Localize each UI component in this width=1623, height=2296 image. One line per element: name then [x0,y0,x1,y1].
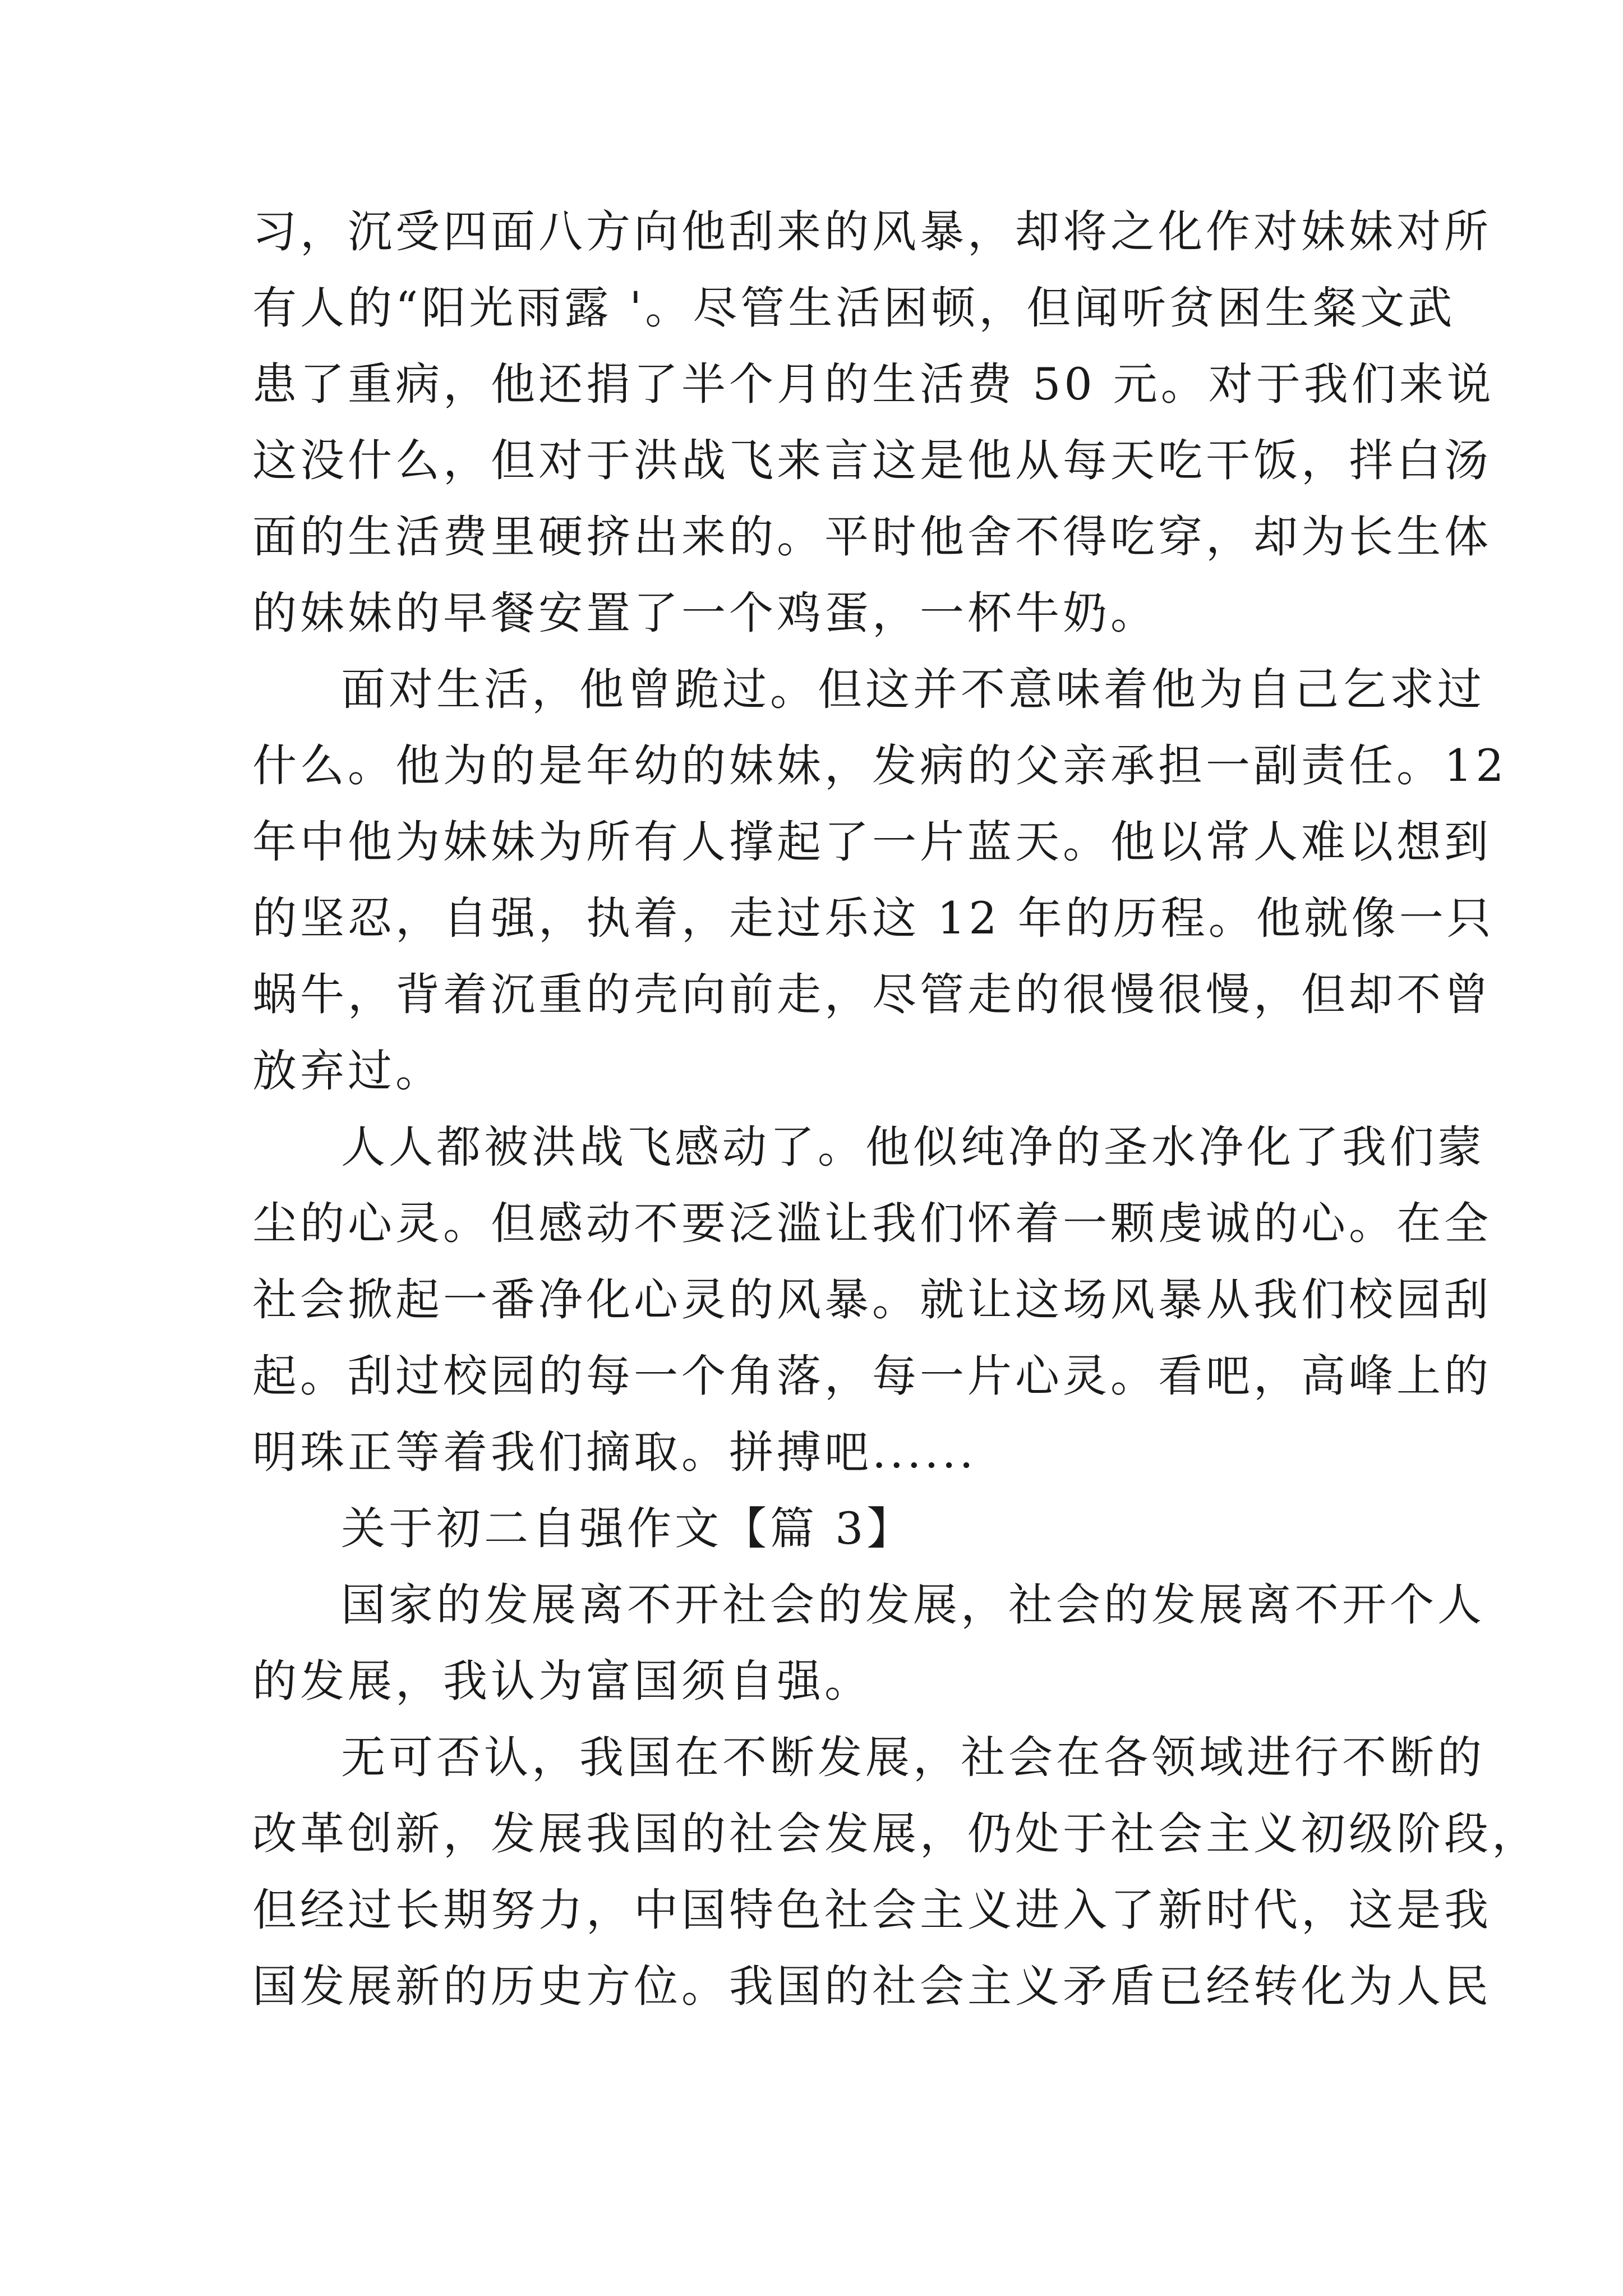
text-line: 有人的“阳光雨露 '。尽管生活困顿，但闻听贫困生粲文武 [252,282,1456,334]
text-line: 的坚忍，自强，执着，走过乐这 12 年的历程。他就像一只 [252,892,1495,944]
text-line: 这没什么，但对于洪战飞来言这是他从每天吃干饭，拌白汤 [252,435,1492,486]
text-line: 国发展新的历史方位。我国的社会主义矛盾已经转化为人民 [252,1961,1492,2012]
text-line: 面对生活，他曾跪过。但这并不意味着他为自己乞求过 [341,664,1485,715]
text-line: 无可否认，我国在不断发展，社会在各领域进行不断的 [341,1732,1485,1783]
text-line: 放弃过。 [252,1045,443,1097]
text-line: 社会掀起一番净化心灵的风暴。就让这场风暴从我们校园刮 [252,1274,1492,1326]
text-line: 明珠正等着我们摘取。拼搏吧...... [252,1427,977,1478]
text-line: 尘的心灵。但感动不要泛滥让我们怀着一颗虔诚的心。在全 [252,1198,1492,1249]
text-line: 人人都被洪战飞感动了。他似纯净的圣水净化了我们蒙 [341,1121,1485,1173]
text-line: 的妹妹的早餐安置了一个鸡蛋，一杯牛奶。 [252,587,1158,639]
text-line: 面的生活费里硬挤出来的。平时他舍不得吃穿，却为长生体 [252,511,1492,563]
text-line: 蜗牛，背着沉重的壳向前走，尽管走的很慢很慢，但却不曾 [252,969,1492,1020]
text-line: 但经过长期努力，中国特色社会主义进入了新时代，这是我 [252,1884,1492,1936]
text-line: 年中他为妹妹为所有人撑起了一片蓝天。他以常人难以想到 [252,816,1492,868]
section-heading: 关于初二自强作文【篇 3】 [341,1503,915,1554]
text-line: 改革创新，发展我国的社会发展，仍处于社会主义初级阶段， [252,1808,1539,1860]
text-line: 习，沉受四面八方向他刮来的风暴，却将之化作对妹妹对所 [252,206,1492,257]
text-line: 患了重病，他还捐了半个月的生活费 50 元。对于我们来说 [252,358,1495,410]
text-line: 国家的发展离不开社会的发展，社会的发展离不开个人 [341,1579,1485,1631]
text-line: 的发展，我认为富国须自强。 [252,1655,872,1707]
text-line: 什么。他为的是年幼的妹妹，发病的父亲承担一副责任。12 [252,740,1507,792]
document-body [252,194,1539,2024]
text-line: 起。刮过校园的每一个角落，每一片心灵。看吧，高峰上的 [252,1350,1492,1402]
